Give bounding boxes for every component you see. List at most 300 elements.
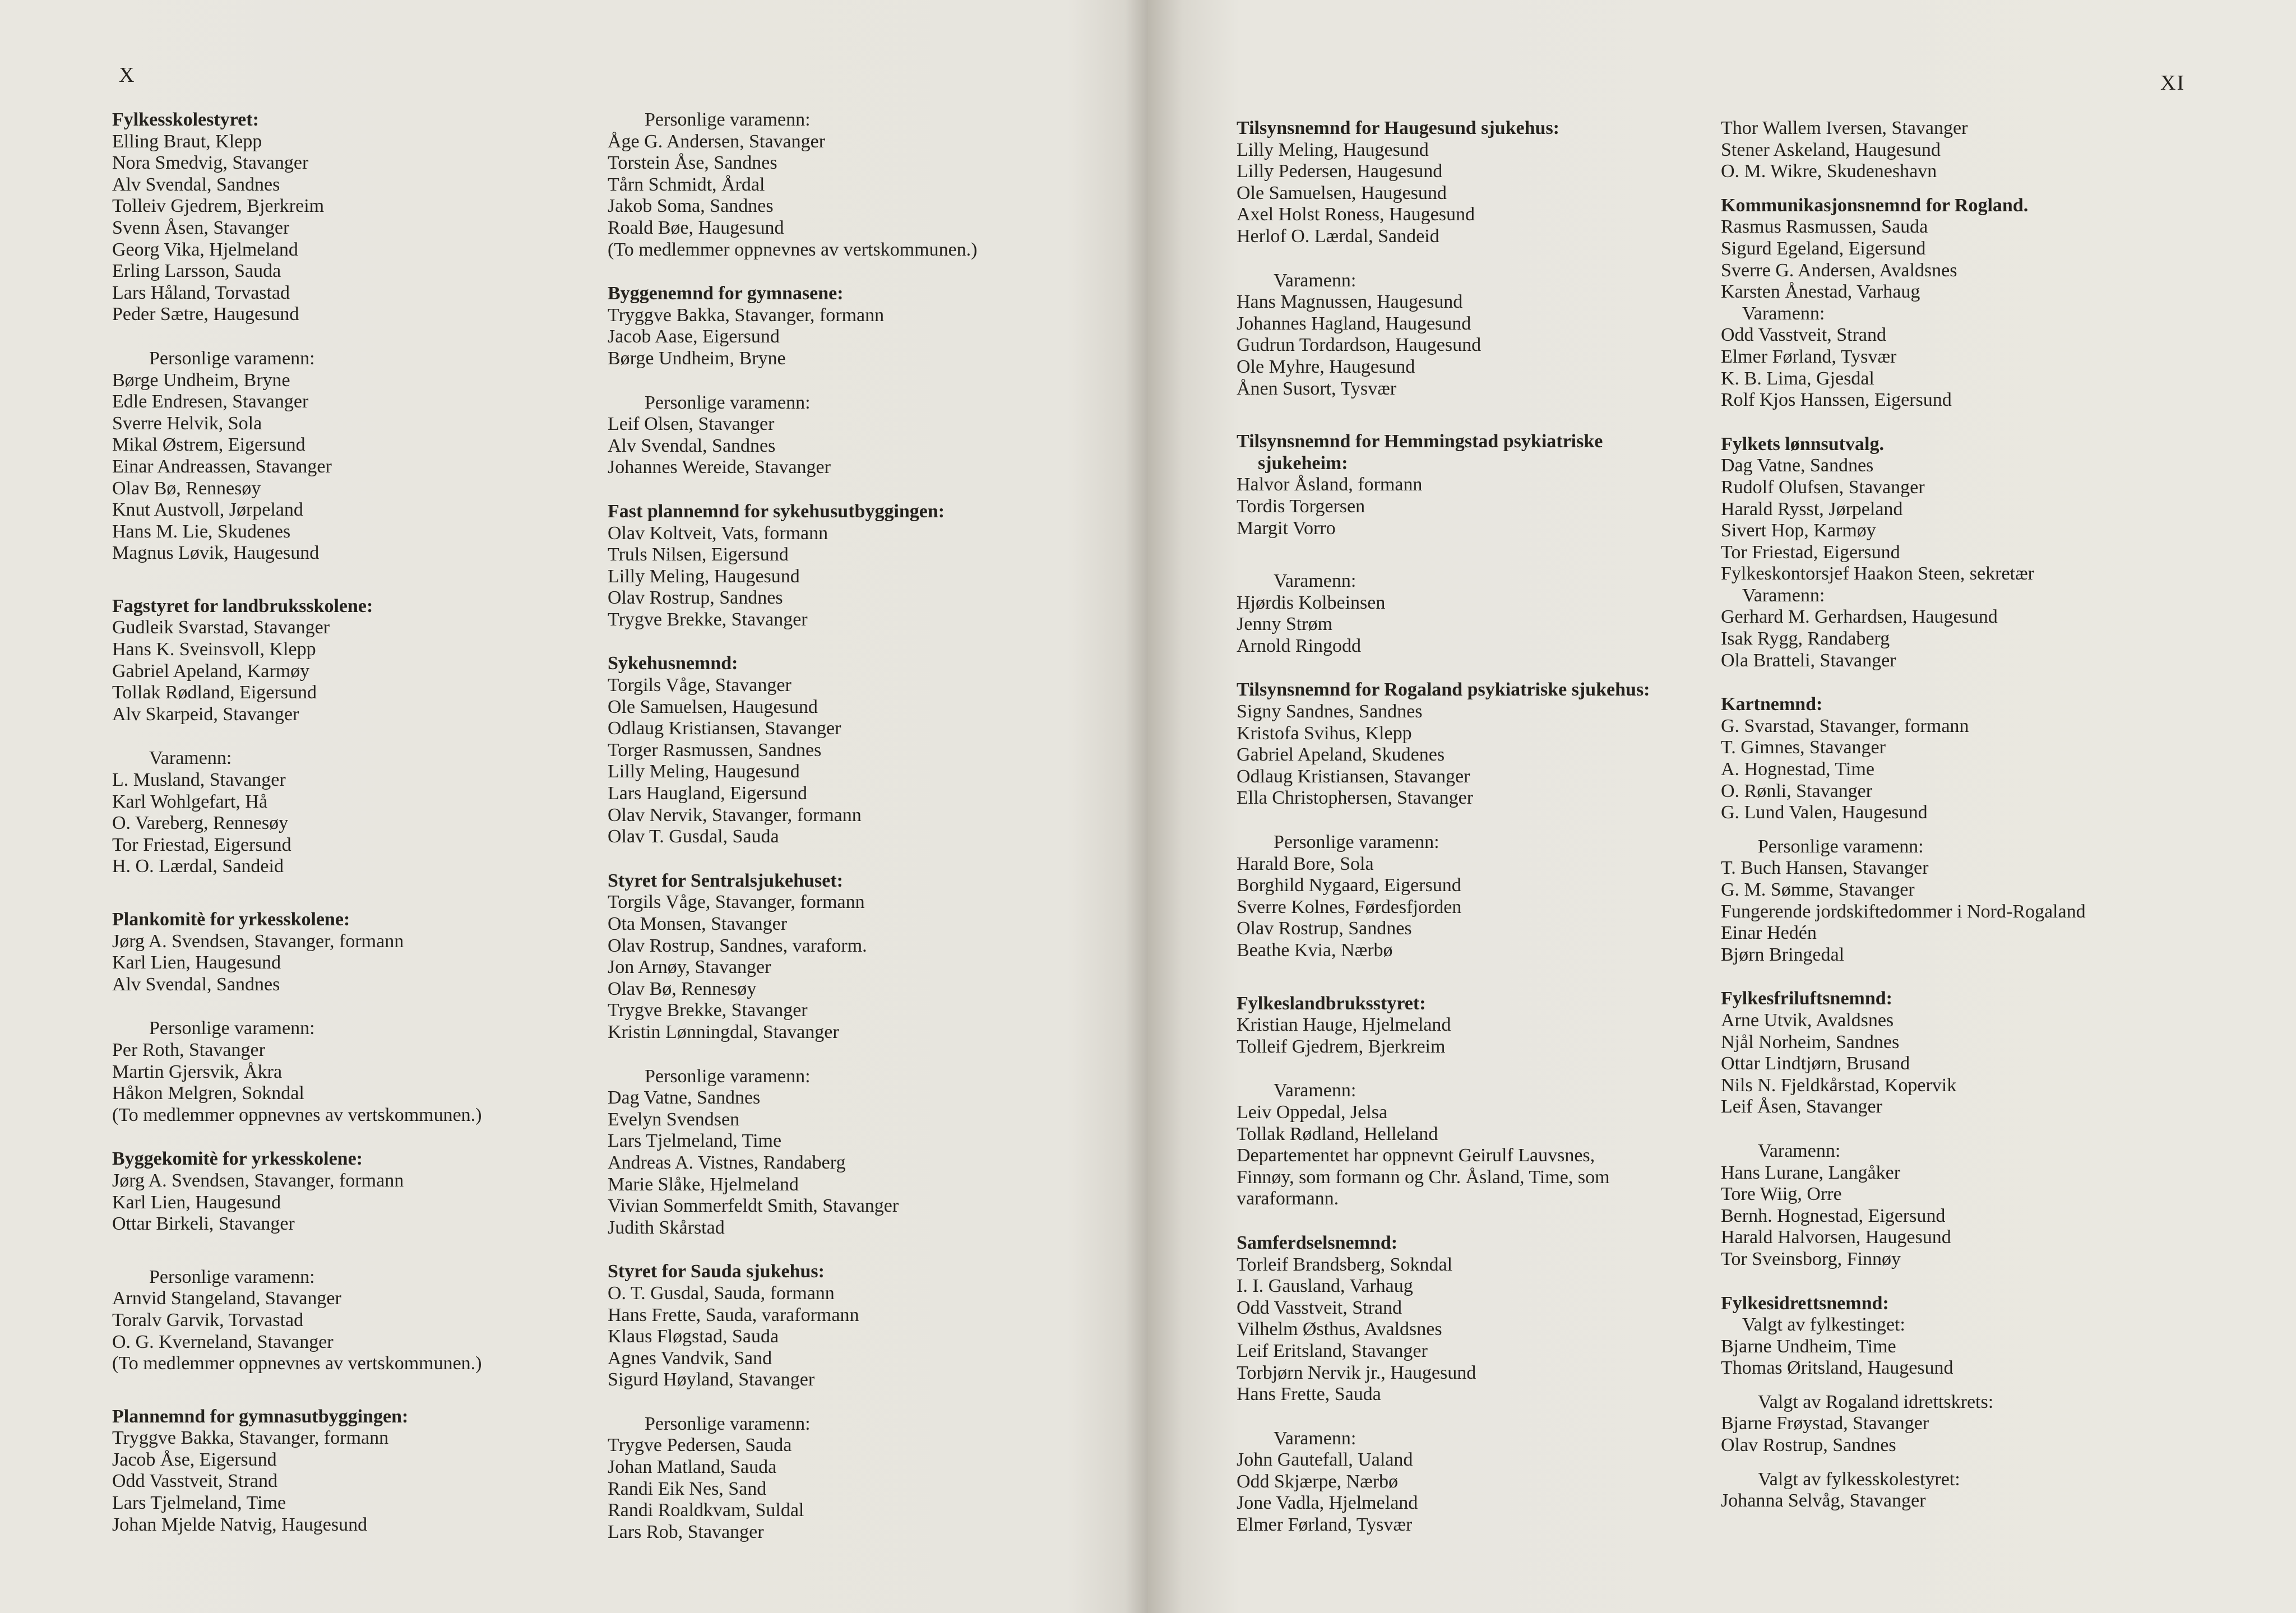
member-line: Karsten Ånestad, Varhaug	[1721, 281, 1920, 303]
member-line: Thomas Øritsland, Haugesund	[1721, 1357, 1954, 1379]
member-line: Einar Andreassen, Stavanger	[112, 456, 332, 477]
member-line: Lilly Pedersen, Haugesund	[1237, 161, 1443, 182]
committee-block	[608, 392, 978, 479]
member-line: Olav Rostrup, Sandnes	[1237, 918, 1412, 939]
member-line: Odlaug Kristiansen, Stavanger	[1237, 766, 1470, 787]
text-column-4	[1721, 118, 2086, 1512]
member-line: Trygve Brekke, Stavanger	[608, 609, 808, 630]
committee-block	[608, 1413, 978, 1544]
member-line: K. B. Lima, Gjesdal	[1721, 368, 1874, 389]
member-line: Elmer Førland, Tysvær	[1237, 1514, 1413, 1536]
section-spacer	[608, 1044, 978, 1066]
committee-block	[1721, 118, 2086, 183]
member-line: Olav Bø, Rennesøy	[112, 478, 261, 499]
member-line: Tor Friestad, Eigersund	[1721, 541, 1900, 563]
member-line: Knut Austvoll, Jørpeland	[112, 499, 303, 521]
text-column-3	[1237, 118, 1650, 1536]
section-spacer	[1721, 411, 2086, 434]
member-line: Vivian Sommerfeldt Smith, Stavanger	[608, 1195, 899, 1217]
member-line: Lars Tjelmeland, Time	[608, 1130, 782, 1152]
member-line: Herlof O. Lærdal, Sandeid	[1237, 225, 1439, 247]
member-line: Arnvid Stangeland, Stavanger	[112, 1288, 341, 1309]
committee-block	[1237, 832, 1650, 962]
member-line: Ole Myhre, Haugesund	[1237, 356, 1415, 377]
member-line: Truls Nilsen, Eigersund	[608, 544, 789, 566]
committee-heading: sjukeheim:	[1258, 452, 1348, 474]
member-line: Svenn Åsen, Stavanger	[112, 217, 290, 238]
committee-block	[1721, 836, 2086, 966]
subheading: Personlige varamenn:	[1274, 832, 1439, 853]
committee-heading: Fylkesskolestyret:	[112, 109, 259, 130]
subheading: Varamenn:	[1274, 1080, 1357, 1101]
member-line: Alv Svendal, Sandnes	[608, 435, 776, 456]
member-line: Hjørdis Kolbeinsen	[1237, 592, 1386, 613]
member-line: Johanna Selvåg, Stavanger	[1721, 1490, 1926, 1512]
member-line: Ella Christophersen, Stavanger	[1237, 787, 1474, 809]
subheading: Varamenn:	[1274, 571, 1357, 592]
subheading: Valgt av fylkestinget:	[1742, 1314, 1905, 1336]
member-line: O. Vareberg, Rennesøy	[112, 813, 289, 834]
member-line: T. Gimnes, Stavanger	[1721, 737, 1886, 758]
member-line: Hans Frette, Sauda	[1237, 1384, 1381, 1405]
member-line: Dag Vatne, Sandnes	[608, 1087, 761, 1109]
member-line: Njål Norheim, Sandnes	[1721, 1031, 1900, 1053]
committee-heading: Plannemnd for gymnasutbyggingen:	[112, 1406, 409, 1427]
section-spacer	[1237, 248, 1650, 270]
page-number-right: XI	[2160, 71, 2186, 95]
committee-block	[608, 501, 978, 631]
member-line: Isak Rygg, Randaberg	[1721, 628, 1890, 650]
member-line: Hans M. Lie, Skudenes	[112, 521, 291, 542]
member-line: Tor Sveinsborg, Finnøy	[1721, 1248, 1901, 1269]
member-line: Odlaug Kristiansen, Stavanger	[608, 718, 841, 739]
member-line: Dag Vatne, Sandnes	[1721, 455, 1874, 476]
committee-heading: Byggekomitè for yrkesskolene:	[112, 1148, 363, 1170]
member-line: A. Hognestad, Time	[1721, 759, 1874, 780]
member-line: Thor Wallem Iversen, Stavanger	[1721, 118, 1968, 138]
page-number-left: X	[119, 63, 136, 87]
member-line: Agnes Vandvik, Sand	[608, 1347, 772, 1369]
right-page	[1148, 0, 2296, 1613]
member-line: Sigurd Høyland, Stavanger	[608, 1369, 815, 1390]
member-line: Signy Sandnes, Sandnes	[1237, 701, 1423, 722]
member-line: Harald Bore, Sola	[1237, 853, 1374, 874]
member-line: Fylkeskontorsjef Haakon Steen, sekretær	[1721, 563, 2034, 585]
committee-heading: Fylkets lønnsutvalg.	[1721, 433, 1884, 455]
section-spacer	[1237, 1210, 1650, 1232]
member-line: Odd Vasstveit, Strand	[112, 1471, 277, 1492]
member-line: O. T. Gusdal, Sauda, formann	[608, 1282, 835, 1304]
member-line: Edle Endresen, Stavanger	[112, 391, 309, 412]
committee-heading: Fylkesidrettsnemnd:	[1721, 1292, 1889, 1314]
member-line: Sverre Helvik, Sola	[112, 412, 262, 434]
subheading: Varamenn:	[1274, 270, 1357, 291]
member-line: Johannes Hagland, Haugesund	[1237, 313, 1471, 334]
committee-block	[1721, 434, 2086, 672]
member-line: Sverre G. Andersen, Avaldsnes	[1721, 259, 1957, 281]
subheading: Valgt av Rogaland idrettskrets:	[1758, 1391, 1994, 1412]
subheading: Personlige varamenn:	[645, 1413, 811, 1434]
member-line: Toralv Garvik, Torvastad	[112, 1309, 304, 1331]
subheading: Varamenn:	[1274, 1427, 1357, 1449]
member-line: Borghild Nygaard, Eigersund	[1237, 875, 1461, 896]
member-line: Beathe Kvia, Nærbø	[1237, 940, 1393, 961]
member-line: Jone Vadla, Hjelmeland	[1237, 1493, 1418, 1514]
committee-block	[1721, 1392, 2086, 1457]
member-line: Mikal Østrem, Eigersund	[112, 434, 305, 456]
member-line: Torbjørn Nervik jr., Haugesund	[1237, 1362, 1476, 1383]
member-line: Jacob Aase, Eigersund	[608, 326, 780, 347]
member-line: Ola Bratteli, Stavanger	[1721, 650, 1896, 671]
committee-block	[608, 1066, 978, 1239]
committee-heading: Samferdselsnemnd:	[1237, 1232, 1398, 1253]
section-spacer	[608, 370, 978, 392]
member-line: Departementet har oppnevnt Geirulf Lauvsnes,	[1237, 1145, 1595, 1166]
section-spacer	[112, 878, 482, 909]
member-line: Leif Olsen, Stavanger	[608, 414, 775, 435]
member-line: Karl Lien, Haugesund	[112, 1192, 281, 1213]
section-spacer	[112, 995, 482, 1018]
member-line: Olav Rostrup, Sandnes	[608, 587, 783, 609]
member-line: Bjørn Bringedal	[1721, 944, 1845, 965]
committee-block	[1237, 1232, 1650, 1406]
member-line: Jacob Åse, Eigersund	[112, 1449, 277, 1470]
member-line: Rolf Kjos Hanssen, Eigersund	[1721, 390, 1952, 411]
section-spacer	[112, 326, 482, 348]
member-line: Martin Gjersvik, Åkra	[112, 1061, 283, 1082]
committee-block	[1237, 1080, 1650, 1210]
committee-block	[608, 109, 978, 261]
section-spacer	[112, 1235, 482, 1267]
committee-block	[1721, 1141, 2086, 1271]
member-line: (To medlemmer oppnevnes av vertskommunen.)	[608, 239, 978, 260]
member-line: Lars Haugland, Eigersund	[608, 783, 807, 804]
section-spacer	[1237, 1406, 1650, 1428]
member-line: Tordis Torgersen	[1237, 495, 1365, 517]
member-line: Odd Skjærpe, Nærbø	[1237, 1471, 1399, 1492]
member-line: Børge Undheim, Bryne	[112, 369, 290, 391]
member-line: Jørg A. Svendsen, Stavanger, formann	[112, 1170, 404, 1191]
subheading: Personlige varamenn:	[645, 392, 811, 413]
section-spacer	[1237, 809, 1650, 832]
member-line: Gerhard M. Gerhardsen, Haugesund	[1721, 606, 1998, 628]
member-line: Margit Vorro	[1237, 517, 1336, 539]
section-spacer	[112, 1375, 482, 1406]
member-line: Magnus Løvik, Haugesund	[112, 543, 320, 564]
member-line: Lars Håland, Torvastad	[112, 282, 290, 303]
member-line: O. M. Wikre, Skudeneshavn	[1721, 161, 1937, 182]
member-line: (To medlemmer oppnevnes av vertskommunen.)	[112, 1353, 482, 1374]
member-line: Torleif Brandsberg, Sokndal	[1237, 1254, 1453, 1275]
member-line: Hans Magnussen, Haugesund	[1237, 291, 1463, 313]
member-line: Alv Skarpeid, Stavanger	[112, 703, 299, 725]
committee-heading: Byggenemnd for gymnasene:	[608, 283, 844, 304]
committee-block	[1237, 431, 1650, 539]
member-line: Håkon Melgren, Sokndal	[112, 1083, 304, 1104]
member-line: Leif Eritsland, Stavanger	[1237, 1340, 1428, 1361]
text-column-1	[112, 109, 482, 1536]
member-line: Jakob Soma, Sandnes	[608, 196, 774, 217]
committee-heading: Tilsynsnemnd for Rogaland psykiatriske sjukehus:	[1237, 679, 1650, 701]
member-line: Bjarne Frøystad, Stavanger	[1721, 1413, 1929, 1434]
member-line: Ottar Lindtjørn, Brusand	[1721, 1053, 1910, 1074]
committee-block	[112, 748, 482, 878]
member-line: Jenny Strøm	[1237, 614, 1332, 635]
member-line: Karl Lien, Haugesund	[112, 952, 281, 974]
member-line: Elmer Førland, Tysvær	[1721, 346, 1897, 367]
member-line: Ole Samuelsen, Haugesund	[1237, 182, 1447, 203]
member-line: Einar Hedén	[1721, 923, 1817, 944]
member-line: Lilly Meling, Haugesund	[608, 761, 800, 782]
member-line: Peder Sætre, Haugesund	[112, 304, 299, 325]
member-line: Olav Nervik, Stavanger, formann	[608, 804, 862, 826]
section-spacer	[608, 1391, 978, 1413]
member-line: L. Musland, Stavanger	[112, 770, 286, 791]
subheading: Varamenn:	[149, 748, 232, 769]
committee-heading: Tilsynsnemnd for Hemmingstad psykiatriske	[1237, 431, 1603, 452]
member-line: Sverre Kolnes, Førdesfjorden	[1237, 896, 1462, 917]
member-line: Evelyn Svendsen	[608, 1109, 740, 1130]
committee-block	[112, 1406, 482, 1536]
section-spacer	[1721, 824, 2086, 836]
member-line: Olav T. Gusdal, Sauda	[608, 826, 779, 847]
member-line: Leif Åsen, Stavanger	[1721, 1096, 1882, 1118]
section-spacer	[608, 848, 978, 870]
member-line: Rasmus Rasmussen, Sauda	[1721, 216, 1928, 238]
committee-block	[1721, 988, 2086, 1118]
section-spacer	[1237, 657, 1650, 679]
committee-heading: Sykehusnemnd:	[608, 653, 738, 674]
member-line: Nora Smedvig, Stavanger	[112, 152, 309, 174]
section-spacer	[608, 261, 978, 283]
member-line: Randi Roaldkvam, Suldal	[608, 1500, 804, 1521]
member-line: T. Buch Hansen, Stavanger	[1721, 858, 1929, 879]
member-line: Marie Slåke, Hjelmeland	[608, 1174, 799, 1195]
member-line: Hans K. Sveinsvoll, Klepp	[112, 639, 316, 660]
section-spacer	[1237, 400, 1650, 431]
committee-heading: Fylkeslandbruksstyret:	[1237, 993, 1426, 1014]
member-line: Ole Samuelsen, Haugesund	[608, 696, 818, 717]
member-line: Tryggve Bakka, Stavanger, formann	[608, 304, 885, 326]
member-line: Johan Matland, Sauda	[608, 1457, 777, 1478]
committee-block	[112, 1267, 482, 1375]
subheading: Valgt av fylkesskolestyret:	[1758, 1468, 1960, 1490]
member-line: G. M. Sømme, Stavanger	[1721, 879, 1915, 900]
section-spacer	[1721, 966, 2086, 988]
subheading: Personlige varamenn:	[645, 109, 811, 130]
member-line: Børge Undheim, Bryne	[608, 347, 786, 369]
committee-block	[112, 348, 482, 564]
member-line: Hans Lurane, Langåker	[1721, 1162, 1901, 1183]
member-line: Hans Frette, Sauda, varaformann	[608, 1304, 859, 1325]
member-line: Vilhelm Østhus, Avaldsnes	[1237, 1319, 1442, 1340]
section-spacer	[1237, 539, 1650, 571]
member-line: G. Lund Valen, Haugesund	[1721, 802, 1928, 823]
committee-block	[608, 870, 978, 1044]
committee-heading: Fagstyret for landbruksskolene:	[112, 595, 373, 617]
section-spacer	[1721, 1271, 2086, 1293]
committee-block	[1721, 195, 2086, 411]
member-line: Tolleiv Gjedrem, Bjerkreim	[112, 196, 325, 217]
member-line: Bernh. Hognestad, Eigersund	[1721, 1205, 1946, 1226]
member-line: Gudleik Svarstad, Stavanger	[112, 617, 330, 638]
section-spacer	[1721, 671, 2086, 694]
member-line: Halvor Åsland, formann	[1237, 474, 1423, 495]
subheading: Varamenn:	[1758, 1140, 1841, 1161]
member-line: Axel Holst Roness, Haugesund	[1237, 204, 1475, 225]
committee-block	[1721, 1469, 2086, 1512]
section-spacer	[608, 479, 978, 501]
committee-block	[1237, 571, 1650, 657]
member-line: Georg Vika, Hjelmeland	[112, 239, 298, 260]
committee-block	[1237, 1428, 1650, 1536]
member-line: Tårn Schmidt, Årdal	[608, 174, 765, 195]
committee-block	[1237, 993, 1650, 1058]
member-line: Stener Askeland, Haugesund	[1721, 139, 1941, 160]
subheading: Varamenn:	[1742, 585, 1825, 606]
member-line: Tor Friestad, Eigersund	[112, 834, 291, 855]
member-line: Elling Braut, Klepp	[112, 131, 262, 152]
member-line: Torger Rasmussen, Sandnes	[608, 739, 822, 761]
member-line: Erling Larsson, Sauda	[112, 261, 281, 282]
member-line: Rudolf Olufsen, Stavanger	[1721, 476, 1925, 498]
committee-block	[1237, 270, 1650, 400]
member-line: Ota Monsen, Stavanger	[608, 914, 788, 934]
member-line: Harald Halvorsen, Haugesund	[1721, 1227, 1951, 1248]
member-line: Kristin Lønningdal, Stavanger	[608, 1021, 839, 1042]
member-line: Gabriel Apeland, Karmøy	[112, 660, 310, 682]
committee-heading: Styret for Sentralsjukehuset:	[608, 870, 843, 891]
section-spacer	[112, 725, 482, 748]
committee-heading: Plankomitè for yrkesskolene:	[112, 909, 350, 930]
member-line: Lars Tjelmeland, Time	[112, 1493, 286, 1514]
member-line: John Gautefall, Ualand	[1237, 1449, 1413, 1471]
member-line: G. Svarstad, Stavanger, formann	[1721, 715, 1969, 736]
section-spacer	[1237, 1058, 1650, 1080]
member-line: Jon Arnøy, Stavanger	[608, 957, 771, 978]
committee-block	[112, 596, 482, 726]
member-line: Lilly Meling, Haugesund	[1237, 139, 1429, 160]
member-line: Lilly Meling, Haugesund	[608, 566, 800, 587]
section-spacer	[1721, 1379, 2086, 1392]
member-line: Nils N. Fjeldkårstad, Kopervik	[1721, 1074, 1957, 1096]
member-line: Per Roth, Stavanger	[112, 1039, 265, 1060]
committee-block	[608, 653, 978, 847]
committee-heading: Kommunikasjonsnemnd for Rogland.	[1721, 194, 2029, 216]
member-line: Bjarne Undheim, Time	[1721, 1336, 1896, 1357]
member-line: Ånen Susort, Tysvær	[1237, 378, 1397, 399]
member-line: Karl Wohlgefart, Hå	[112, 791, 268, 812]
section-spacer	[1237, 962, 1650, 993]
committee-heading: Fylkesfriluftsnemnd:	[1721, 988, 1892, 1009]
member-line: Torgils Våge, Stavanger	[608, 675, 791, 696]
member-line: Sivert Hop, Karmøy	[1721, 520, 1876, 541]
member-line: Gabriel Apeland, Skudenes	[1237, 744, 1445, 766]
member-line: Jørg A. Svendsen, Stavanger, formann	[112, 930, 404, 952]
committee-block	[1721, 1293, 2086, 1379]
member-line: Johan Mjelde Natvig, Haugesund	[112, 1514, 368, 1535]
committee-block	[1237, 118, 1650, 248]
member-line: Tore Wiig, Orre	[1721, 1184, 1842, 1205]
member-line: Leiv Oppedal, Jelsa	[1237, 1101, 1388, 1123]
member-line: Ottar Birkeli, Stavanger	[112, 1213, 295, 1235]
member-line: Arne Utvik, Avaldsnes	[1721, 1009, 1894, 1031]
member-line: Tollak Rødland, Helleland	[1237, 1123, 1438, 1144]
member-line: Randi Eik Nes, Sand	[608, 1478, 767, 1499]
committee-block	[112, 1018, 482, 1126]
member-line: Johannes Wereide, Stavanger	[608, 457, 831, 478]
member-line: Andreas A. Vistnes, Randaberg	[608, 1152, 846, 1173]
section-spacer	[1721, 1457, 2086, 1469]
member-line: Torgils Våge, Stavanger, formann	[608, 892, 865, 913]
member-line: Tolleif Gjedrem, Bjerkreim	[1237, 1036, 1446, 1057]
section-spacer	[112, 564, 482, 596]
member-line: Arnold Ringodd	[1237, 635, 1361, 656]
subheading: Personlige varamenn:	[149, 1266, 315, 1287]
member-line: Klaus Fløgstad, Sauda	[608, 1326, 779, 1347]
member-line: Torstein Åse, Sandnes	[608, 152, 777, 174]
member-line: Alv Svendal, Sandnes	[112, 974, 280, 995]
subheading: Personlige varamenn:	[1758, 836, 1924, 857]
committee-block	[608, 1261, 978, 1391]
member-line: H. O. Lærdal, Sandeid	[112, 856, 284, 877]
committee-block	[1721, 694, 2086, 824]
member-line: Åge G. Andersen, Stavanger	[608, 131, 826, 152]
member-line: (To medlemmer oppnevnes av vertskommunen.)	[112, 1104, 482, 1125]
committee-heading: Styret for Sauda sjukehus:	[608, 1261, 825, 1282]
committee-heading: Kartnemnd:	[1721, 694, 1823, 715]
member-line: Olav Koltveit, Vats, formann	[608, 522, 828, 544]
member-line: Kristofa Svihus, Klepp	[1237, 722, 1412, 744]
member-line: Finnøy, som formann og Chr. Åsland, Time, som	[1237, 1166, 1610, 1188]
member-line: Tollak Rødland, Eigersund	[112, 682, 317, 703]
committee-block	[608, 283, 978, 369]
member-line: Alv Svendal, Sandnes	[112, 174, 280, 195]
text-column-2	[608, 109, 978, 1543]
member-line: Gudrun Tordardson, Haugesund	[1237, 335, 1482, 356]
section-spacer	[112, 1126, 482, 1148]
subheading: Personlige varamenn:	[645, 1065, 811, 1087]
committee-block	[112, 109, 482, 326]
member-line: Lars Rob, Stavanger	[608, 1521, 764, 1542]
member-line: Olav Rostrup, Sandnes, varaform.	[608, 935, 867, 956]
member-line: I. I. Gausland, Varhaug	[1237, 1276, 1413, 1297]
committee-block	[1237, 679, 1650, 809]
member-line: Trygve Pedersen, Sauda	[608, 1435, 792, 1456]
committee-block	[112, 909, 482, 995]
section-spacer	[608, 1239, 978, 1261]
member-line: Harald Rysst, Jørpeland	[1721, 498, 1903, 520]
section-spacer	[1721, 1118, 2086, 1141]
member-line: Sigurd Egeland, Eigersund	[1721, 238, 1926, 259]
member-line: Olav Bø, Rennesøy	[608, 978, 757, 999]
member-line: Fungerende jordskiftedommer i Nord-Rogaland	[1721, 901, 2086, 922]
member-line: Trygve Brekke, Stavanger	[608, 1000, 808, 1021]
member-line: Judith Skårstad	[608, 1217, 725, 1238]
member-line: O. G. Kverneland, Stavanger	[112, 1331, 334, 1352]
member-line: Kristian Hauge, Hjelmeland	[1237, 1014, 1451, 1036]
member-line: Tryggve Bakka, Stavanger, formann	[112, 1427, 389, 1449]
committee-block	[112, 1148, 482, 1235]
member-line: O. Rønli, Stavanger	[1721, 780, 1873, 801]
member-line: Olav Rostrup, Sandnes	[1721, 1435, 1896, 1456]
member-line: Roald Bøe, Haugesund	[608, 217, 784, 238]
member-line: Odd Vasstveit, Strand	[1237, 1297, 1402, 1318]
subheading: Personlige varamenn:	[149, 347, 315, 369]
committee-heading: Tilsynsnemnd for Haugesund sjukehus:	[1237, 118, 1560, 138]
committee-heading: Fast plannemnd for sykehusutbyggingen:	[608, 500, 945, 522]
section-spacer	[608, 631, 978, 653]
